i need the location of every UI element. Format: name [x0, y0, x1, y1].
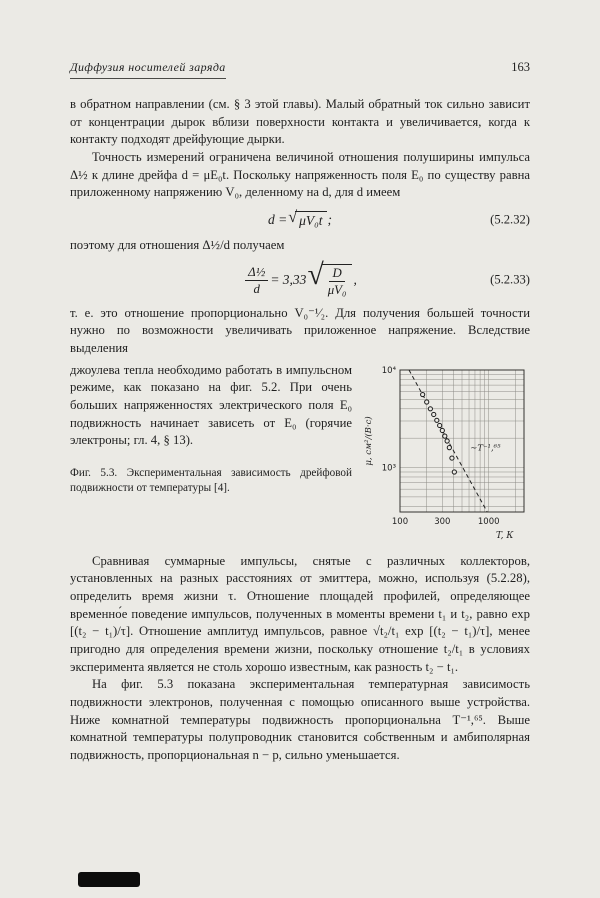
data-point — [450, 456, 454, 460]
equation-trail: ; — [327, 211, 333, 227]
equation-5-2-33 — [70, 258, 530, 297]
fraction-denominator: d — [253, 281, 260, 296]
equation-equals: = 3,33 — [270, 272, 307, 288]
y-tick-label: 10³ — [381, 463, 396, 474]
paragraph-temperature-dependence: На фиг. 5.3 показана экспериментальная температурная зависимость подвижности электронов, полученная с помощью описанного выше устройства. Ниже комнатной температуры подвижность пропорциональна T⁻¹,⁶⁵. Выше комнатной температуры полупроводник становится собственным и амбиполярная подвижность, пропорциональная n − p, сильно уменьшается. — [70, 677, 530, 762]
equation-5-2-32 — [70, 207, 530, 229]
fraction-denominator: μV₀ — [327, 282, 347, 297]
data-point — [438, 423, 442, 427]
equation-body — [243, 258, 357, 297]
equation-trail: , — [353, 272, 357, 288]
equation-body — [267, 207, 333, 229]
data-point — [445, 439, 449, 443]
square-root — [288, 207, 326, 229]
x-tick-label: 300 — [434, 516, 451, 527]
scan-artifact — [78, 872, 140, 887]
x-tick-label: 100 — [391, 516, 409, 527]
data-point — [425, 400, 429, 404]
figure-caption: Фиг. 5.3. Экспериментальная зависимость дрейфовой подвижности от температуры [4]. — [70, 467, 352, 495]
figure-chart — [362, 364, 530, 544]
paragraph-joule-heat: джоулева тепла необходимо работать в импульсном режиме, как показано на фиг. 5.2. При очень больших напряженностях электрического поля E₀ подвижность начинает зависеть от E₀ (горячие электроны; гл. 4, § 13). — [70, 362, 352, 448]
data-point — [440, 428, 444, 432]
paragraph-continuation: в обратном направлении (см. § 3 этой главы). Малый обратный ток сильно зависит от концентрации дырок вблизи поверхности контакта и увеличивается, когда к контакту подходят дрейфующие дырки. — [70, 97, 530, 147]
equation-number: (5.2.32) — [490, 212, 530, 227]
y-axis-label: μ, см²/(В·с) — [364, 416, 374, 466]
y-tick-label: 10⁴ — [381, 365, 396, 376]
paragraph-accuracy: Точность измерений ограничена величиной отношения полуширины импульса Δ½ к длине дрейфа d = μE₀t. Поскольку напряженность поля E₀ по существу равна приложенному напряжению V₀, деленному на d, для d имеем — [70, 149, 530, 200]
radicand: μV₀t — [295, 211, 326, 229]
radicand — [322, 264, 353, 297]
paragraph-comparing-pulses: Сравнивая суммарные импульсы, снятые с различных коллекторов, установленных на разных расстояниях от эмиттера, можно, используя (5.2.28), определить время жизни τ. Отношение площадей профилей, определяющее временно́е поведение импульсов, полученных в моменты времени t₁ и t₂, равно exp [(t₂ − t₁)/τ]. Отношение амплитуд импульсов, равное √t₂/t₁ exp [(t₂ − t₁)/τ], менее пригодно для определения времени жизни, поскольку отношение t₂/t₁ в условиях эксперимента является не столь хорошо известным, как разность t₂ − t₁. — [70, 553, 530, 674]
data-point — [443, 434, 447, 438]
fraction-under-root — [328, 266, 347, 297]
figure-left-column — [70, 362, 352, 549]
equation-lhs: d = — [267, 211, 288, 227]
square-root — [307, 258, 352, 297]
fraction-numerator: Δ½ — [245, 265, 268, 281]
paragraph-proportional: т. е. это отношение пропорционально V₀⁻¹⁄₂. Для получения большей точности нужно по возможности увеличивать приложенное напряжение. Вследствие выделения — [70, 305, 530, 356]
page-number: 163 — [511, 60, 530, 74]
figure-row — [70, 362, 530, 549]
fraction-numerator: D — [329, 266, 344, 282]
radical-sign: √ — [288, 207, 298, 226]
page-header — [70, 60, 530, 79]
x-axis-label: T, К — [496, 530, 514, 541]
data-point — [435, 418, 439, 422]
trend-label: ∼T⁻¹,⁶⁵ — [470, 443, 501, 454]
x-tick-label: 1000 — [477, 516, 500, 527]
grid-lines — [400, 370, 524, 512]
figure — [362, 362, 530, 549]
data-point — [452, 470, 456, 474]
radical-sign: √ — [307, 258, 324, 291]
body-text — [70, 96, 530, 765]
equation-number: (5.2.33) — [490, 272, 530, 287]
data-point — [432, 412, 436, 416]
paragraph-therefore: поэтому для отношения Δ½/d получаем — [70, 237, 285, 252]
data-point — [421, 392, 425, 396]
fraction-lhs — [245, 265, 268, 296]
data-point — [447, 445, 451, 449]
running-title: Диффузия носителей заряда — [70, 60, 226, 79]
data-point — [428, 406, 432, 410]
